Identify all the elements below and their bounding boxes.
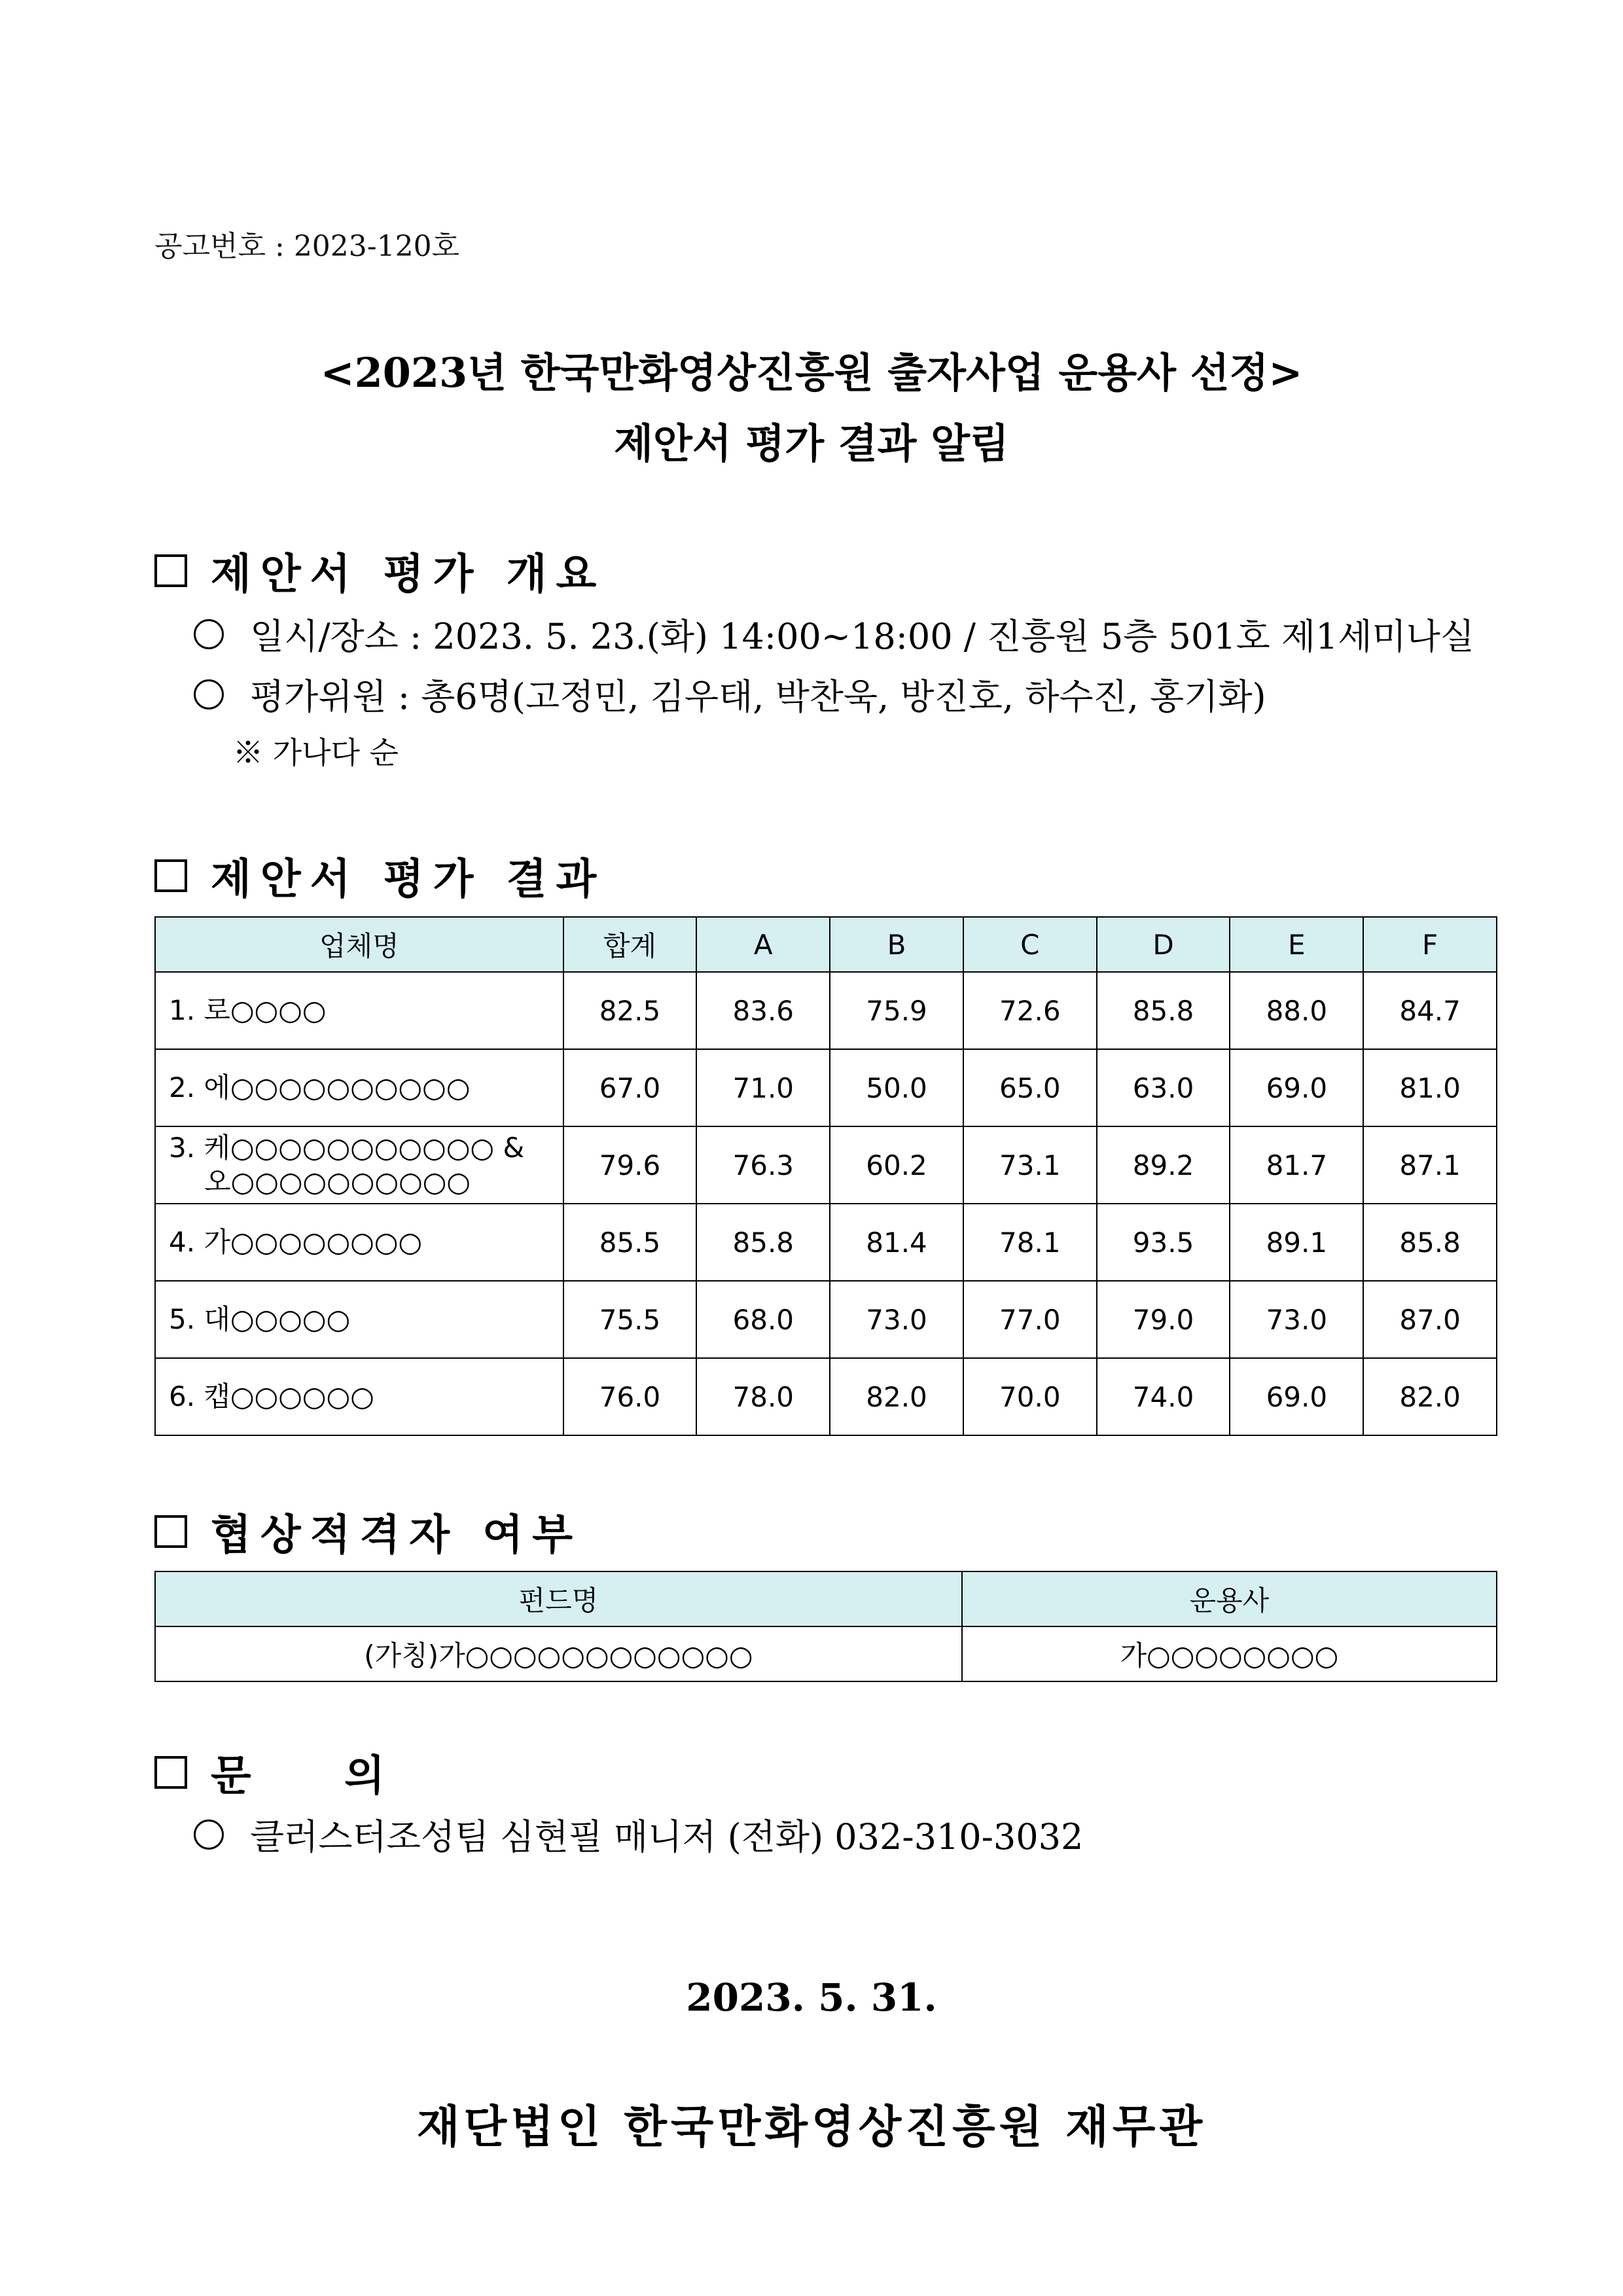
score-cell: 76.3	[696, 1126, 830, 1204]
column-header: 펀드명	[155, 1571, 962, 1626]
section-results-heading: 제안서 평가 결과	[154, 846, 605, 906]
score-cell: 85.5	[563, 1204, 697, 1281]
score-cell: 75.9	[830, 972, 963, 1049]
company-name: 4. 가○○○○○○○○	[155, 1204, 563, 1281]
score-cell: 85.8	[1097, 972, 1230, 1049]
score-cell: 63.0	[1097, 1049, 1230, 1126]
score-cell: 89.2	[1097, 1126, 1230, 1204]
contact-item: 클러스터조성팀 심현필 매니저 (전화) 032-310-3032	[194, 1809, 1083, 1859]
score-cell: 65.0	[963, 1049, 1097, 1126]
score-cell: 78.1	[963, 1204, 1097, 1281]
table-row	[155, 1049, 1497, 1126]
column-header: D	[1097, 917, 1230, 972]
score-cell: 82.5	[563, 972, 697, 1049]
score-cell: 76.0	[563, 1358, 697, 1435]
score-cell: 69.0	[1230, 1049, 1363, 1126]
score-cell: 83.6	[696, 972, 830, 1049]
column-header: A	[696, 917, 830, 972]
notice-number: 공고번호 : 2023-120호	[154, 230, 460, 263]
score-cell: 84.7	[1363, 972, 1497, 1049]
checkbox-square-icon	[154, 859, 187, 892]
table-header-row	[155, 1571, 1497, 1626]
score-cell: 79.6	[563, 1126, 697, 1204]
score-cell: 87.1	[1363, 1126, 1497, 1204]
column-header: C	[963, 917, 1097, 972]
overview-item-evaluators: 평가위원 : 총6명(고정민, 김우태, 박찬욱, 방진호, 하수진, 홍기화)	[194, 669, 1266, 719]
document-date: 2023. 5. 31.	[686, 1975, 937, 2020]
score-cell: 60.2	[830, 1126, 963, 1204]
overview-item-datetime: 일시/장소 : 2023. 5. 23.(화) 14:00~18:00 / 진흥원 5층 501호 제1세미나실	[194, 609, 1474, 659]
issuer-name: 재단법인 한국만화영상진흥원 재무관	[416, 2101, 1207, 2153]
score-cell: 93.5	[1097, 1204, 1230, 1281]
column-header: F	[1363, 917, 1497, 972]
section-overview-heading: 제안서 평가 개요	[154, 541, 605, 601]
circle-bullet-icon	[194, 1820, 224, 1850]
score-cell: 81.7	[1230, 1126, 1363, 1204]
column-header: 합계	[563, 917, 697, 972]
document-subtitle: 제안서 평가 결과 알림	[614, 420, 1009, 467]
company-name: 1. 로○○○○	[155, 972, 563, 1049]
score-cell: 82.0	[830, 1358, 963, 1435]
score-cell: 50.0	[830, 1049, 963, 1126]
company-name-line1: 3. 케○○○○○○○○○○○ &	[169, 1132, 525, 1164]
table-row	[155, 1626, 1497, 1681]
score-cell: 85.8	[1363, 1204, 1497, 1281]
table-row	[155, 1204, 1497, 1281]
section-negotiation-heading: 협상적격자 여부	[154, 1501, 582, 1562]
score-cell: 73.0	[1230, 1281, 1363, 1358]
company-name: 2. 에○○○○○○○○○○	[155, 1049, 563, 1126]
manager-name: 가○○○○○○○○	[962, 1626, 1497, 1681]
checkbox-square-icon	[154, 1515, 187, 1548]
score-cell: 82.0	[1363, 1358, 1497, 1435]
document-title: <2023년 한국만화영상진흥원 출자사업 운용사 선정>	[320, 349, 1303, 397]
score-cell: 73.0	[830, 1281, 963, 1358]
column-header: B	[830, 917, 963, 972]
column-header: E	[1230, 917, 1363, 972]
score-cell: 70.0	[963, 1358, 1097, 1435]
score-cell: 75.5	[563, 1281, 697, 1358]
checkbox-square-icon	[154, 1756, 187, 1789]
circle-bullet-icon	[194, 679, 224, 709]
column-header: 운용사	[962, 1571, 1497, 1626]
table-row	[155, 1358, 1497, 1435]
table-row	[155, 1281, 1497, 1358]
score-cell: 71.0	[696, 1049, 830, 1126]
score-cell: 88.0	[1230, 972, 1363, 1049]
section-contact-heading: 문 의	[154, 1742, 385, 1803]
column-header: 업체명	[155, 917, 563, 972]
checkbox-square-icon	[154, 554, 187, 587]
negotiation-table	[154, 1571, 1497, 1682]
score-cell: 81.4	[830, 1204, 963, 1281]
score-cell: 69.0	[1230, 1358, 1363, 1435]
company-name: 6. 캡○○○○○○	[155, 1358, 563, 1435]
company-name: 5. 대○○○○○	[155, 1281, 563, 1358]
results-table	[154, 916, 1497, 1436]
table-row	[155, 1126, 1497, 1204]
score-cell: 72.6	[963, 972, 1097, 1049]
score-cell: 85.8	[696, 1204, 830, 1281]
overview-note: ※ 가나다 순	[233, 735, 399, 770]
score-cell: 87.0	[1363, 1281, 1497, 1358]
score-cell: 78.0	[696, 1358, 830, 1435]
company-name-line2: 오○○○○○○○○○○	[204, 1166, 471, 1198]
circle-bullet-icon	[194, 619, 224, 649]
score-cell: 67.0	[563, 1049, 697, 1126]
table-header-row	[155, 917, 1497, 972]
score-cell: 79.0	[1097, 1281, 1230, 1358]
score-cell: 68.0	[696, 1281, 830, 1358]
score-cell: 77.0	[963, 1281, 1097, 1358]
score-cell: 73.1	[963, 1126, 1097, 1204]
score-cell: 89.1	[1230, 1204, 1363, 1281]
company-name	[155, 1126, 563, 1204]
fund-name: (가칭)가○○○○○○○○○○○○	[155, 1626, 962, 1681]
score-cell: 81.0	[1363, 1049, 1497, 1126]
table-row	[155, 972, 1497, 1049]
score-cell: 74.0	[1097, 1358, 1230, 1435]
